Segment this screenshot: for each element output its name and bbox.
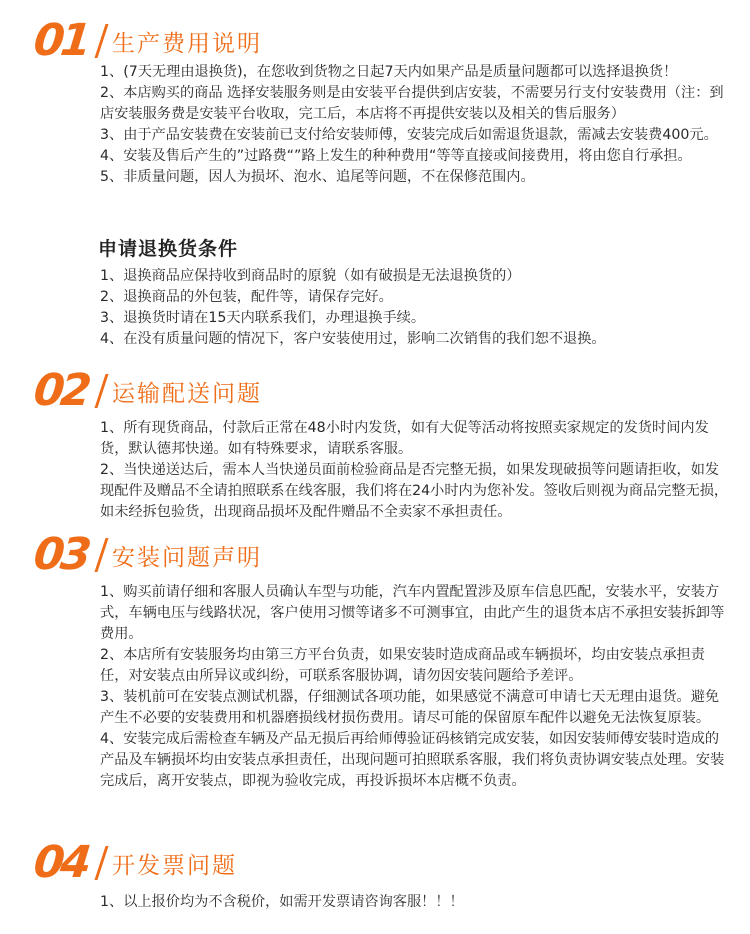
list-item: 5、非质量问题，因人为损坏、泡水、追尾等问题，不在保修范围内。 [100,169,535,185]
list-item: 2、本店购买的商品 选择安装服务则是由安装平台提供到店安装，不需要另行支付安装费用（注：到店安装服务费是安装平台收取，完工后，本店将不再提供安装以及相关的售后服务） [100,85,724,122]
section-title: 开发票问题 [112,852,237,879]
section-title: 生产费用说明 [112,30,262,57]
section-title: 运输配送问题 [112,380,262,407]
section-number: 02 [31,365,90,416]
section-1-list [100,62,730,188]
list-item: 2、当快递送达后，需本人当快递员面前检验商品是否完整无损，如果发现破损等问题请拒收，如发现配件及赠品不全请拍照联系在线客服，我们将在24小时内为您补发。签收后则视为商品完整无损，如未经拆包验货，出现商品损坏及配件赠品不全卖家不承担责任。 [100,462,729,520]
list-item: 2、退换商品的外包装，配件等，请保存完好。 [100,289,393,305]
section-number: 04 [31,837,90,888]
list-item: 4、在没有质量问题的情况下，客户安装使用过，影响二次销售的我们恕不退换。 [100,331,606,347]
list-item: 1、退换商品应保持收到商品时的原貌（如有破损是无法退换货的） [100,268,521,284]
return-conditions-heading: 申请退换货条件 [98,238,239,260]
section-3-list [100,582,730,792]
list-item: 3、装机前可在安装点测试机器，仔细测试各项功能，如果感觉不满意可申请七天无理由退货。避免产生不必要的安装费用和机器磨损线材损伤费用。请尽可能的保留原车配件以避免无法恢复原装。 [100,689,720,726]
section-number: 03 [31,529,90,580]
list-item: 1、以上报价均为不含税价，如需开发票请咨询客服！！！ [100,894,464,910]
list-item: 1、所有现货商品，付款后正常在48小时内发货，如有大促等活动将按照卖家规定的发货时间内发货，默认德邦快递。如有特殊要求，请联系客服。 [100,420,709,457]
list-item: 4、安装完成后需检查车辆及产品无损后再给师傅验证码核销完成安装，如因安装师傅安装时造成的产品及车辆损坏均由安装点承担责任，出现问题可拍照联系客服，我们将负责协调安装点处理。安装完成后，离开安装点，即视为验收完成，再投诉损坏本店概不负责。 [100,731,725,789]
list-item: 3、退换货时请在15天内联系我们，办理退换手续。 [100,310,426,326]
section-4-header [31,837,237,888]
section-number: 01 [31,15,90,66]
list-item: 2、本店所有安装服务均由第三方平台负责，如果安装时造成商品或车辆损坏，均由安装点承担责任，对安装点由所异议或纠纷，可联系客服协调，请勿因安装问题给予差评。 [100,647,705,684]
section-4-list [100,892,730,913]
section-3-header [31,529,262,580]
list-item: 1、(7天无理由退换货)，在您收到货物之日起7天内如果产品是质量问题都可以选择退换货！ [100,64,678,80]
list-item: 1、购买前请仔细和客服人员确认车型与功能，汽车内置配置涉及原车信息匹配，安装水平，安装方式，车辆电压与线路状况，客户使用习惯等诸多不可测事宜，由此产生的退货本店不承担安装拆卸等费用。 [100,584,725,642]
section-2-header [31,365,262,416]
section-title: 安装问题声明 [112,544,262,571]
section-2-list [100,418,730,523]
list-item: 3、由于产品安装费在安装前已支付给安装师傅，安装完成后如需退货退款，需减去安装费400元。 [100,127,718,143]
return-conditions-list [100,266,730,350]
list-item: 4、安装及售后产生的”过路费“”路上发生的种种费用“等等直接或间接费用，将由您自行承担。 [100,148,692,164]
section-1-header [31,15,262,66]
